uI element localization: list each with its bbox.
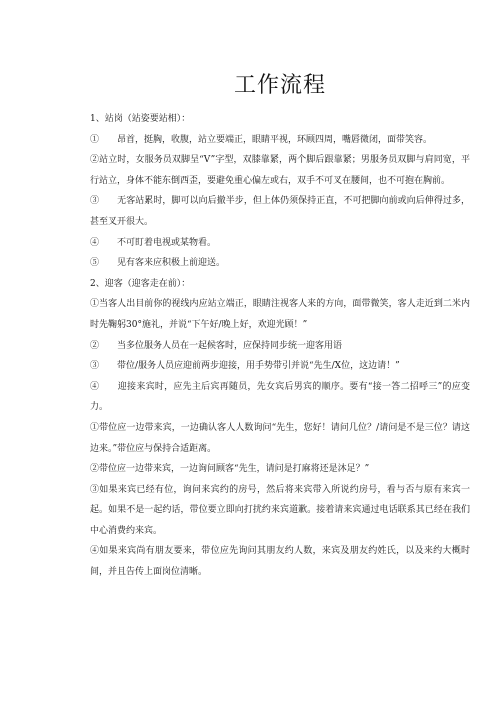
paragraph: ⑤ 见有客来应积极上前迎送。: [90, 258, 226, 269]
section-heading-greeting: 2、迎客（迎客走在前）：: [90, 278, 191, 289]
paragraph: ① 昂首，挺胸，收腹，站立要端正，眼睛平视，环顾四周，嘴唇微闭，面带笑容。: [90, 134, 433, 145]
paragraph: ①当客人出目前你的视线内应站立端正，眼睛注视客人来的方向，面带微笑，客人走近到二米内时先鞠躬30°施礼，并说“下午好/晚上好，欢迎光顾！”: [90, 299, 470, 330]
paragraph: ④ 迎接来宾时，应先主后宾再随员，先女宾后男宾的顺序。要有“接一答二招呼三”的应变力。: [90, 381, 470, 413]
paragraph: ④如果来宾尚有朋友要来，带位应先询问其朋友约人数，来宾及朋友约姓氏，以及来约大概时间，并且告传上面岗位清晰。: [90, 546, 470, 578]
paragraph: ② 当多位服务人员在一起候客时，应保持同步统一迎客用语: [90, 340, 343, 351]
paragraph: ④ 不可盯着电视或某物看。: [90, 237, 217, 248]
paragraph: ③ 带位/服务人员应迎前两步迎接，用手势带引并说“先生/X位，这边请！”: [90, 361, 400, 372]
paragraph: ②带位应一边带来宾，一边询问顾客“先生，请问是打麻将还是沐足？”: [90, 464, 370, 475]
paragraph: ②站立时，女服务员双脚呈“V”字型，双膝靠紧，两个脚后跟靠紧；男服务员双脚与肩同宽，平行站立，身体不能东倒西歪，要避免重心偏左或右，双手不可叉在腰间，也不可抱在胸前。: [90, 155, 470, 186]
paragraph: ③ 无客站累时，脚可以向后撤半步，但上体仍须保持正直，不可把脚向前或向后伸得过多，甚至叉开很大。: [90, 196, 470, 227]
paragraph: ①带位应一边带来宾，一边确认客人人数询问“先生，您好！请问几位？/请问是不是三位？请这边来。”带位应与保持合适距离。: [90, 422, 470, 454]
section-heading-standing: 1、站岗（站姿要站相）：: [90, 114, 191, 124]
page-title: 工作流程: [233, 73, 326, 98]
paragraph: ③如果来宾已经有位，询问来宾约的房号，然后将来宾带入所说约房号，看与否与原有来宾一起。如果不是一起约话，带位要立即向打扰约来宾道歉。接着请来宾通过电话联系其已经在我们中心消费约来宾。: [90, 484, 470, 536]
